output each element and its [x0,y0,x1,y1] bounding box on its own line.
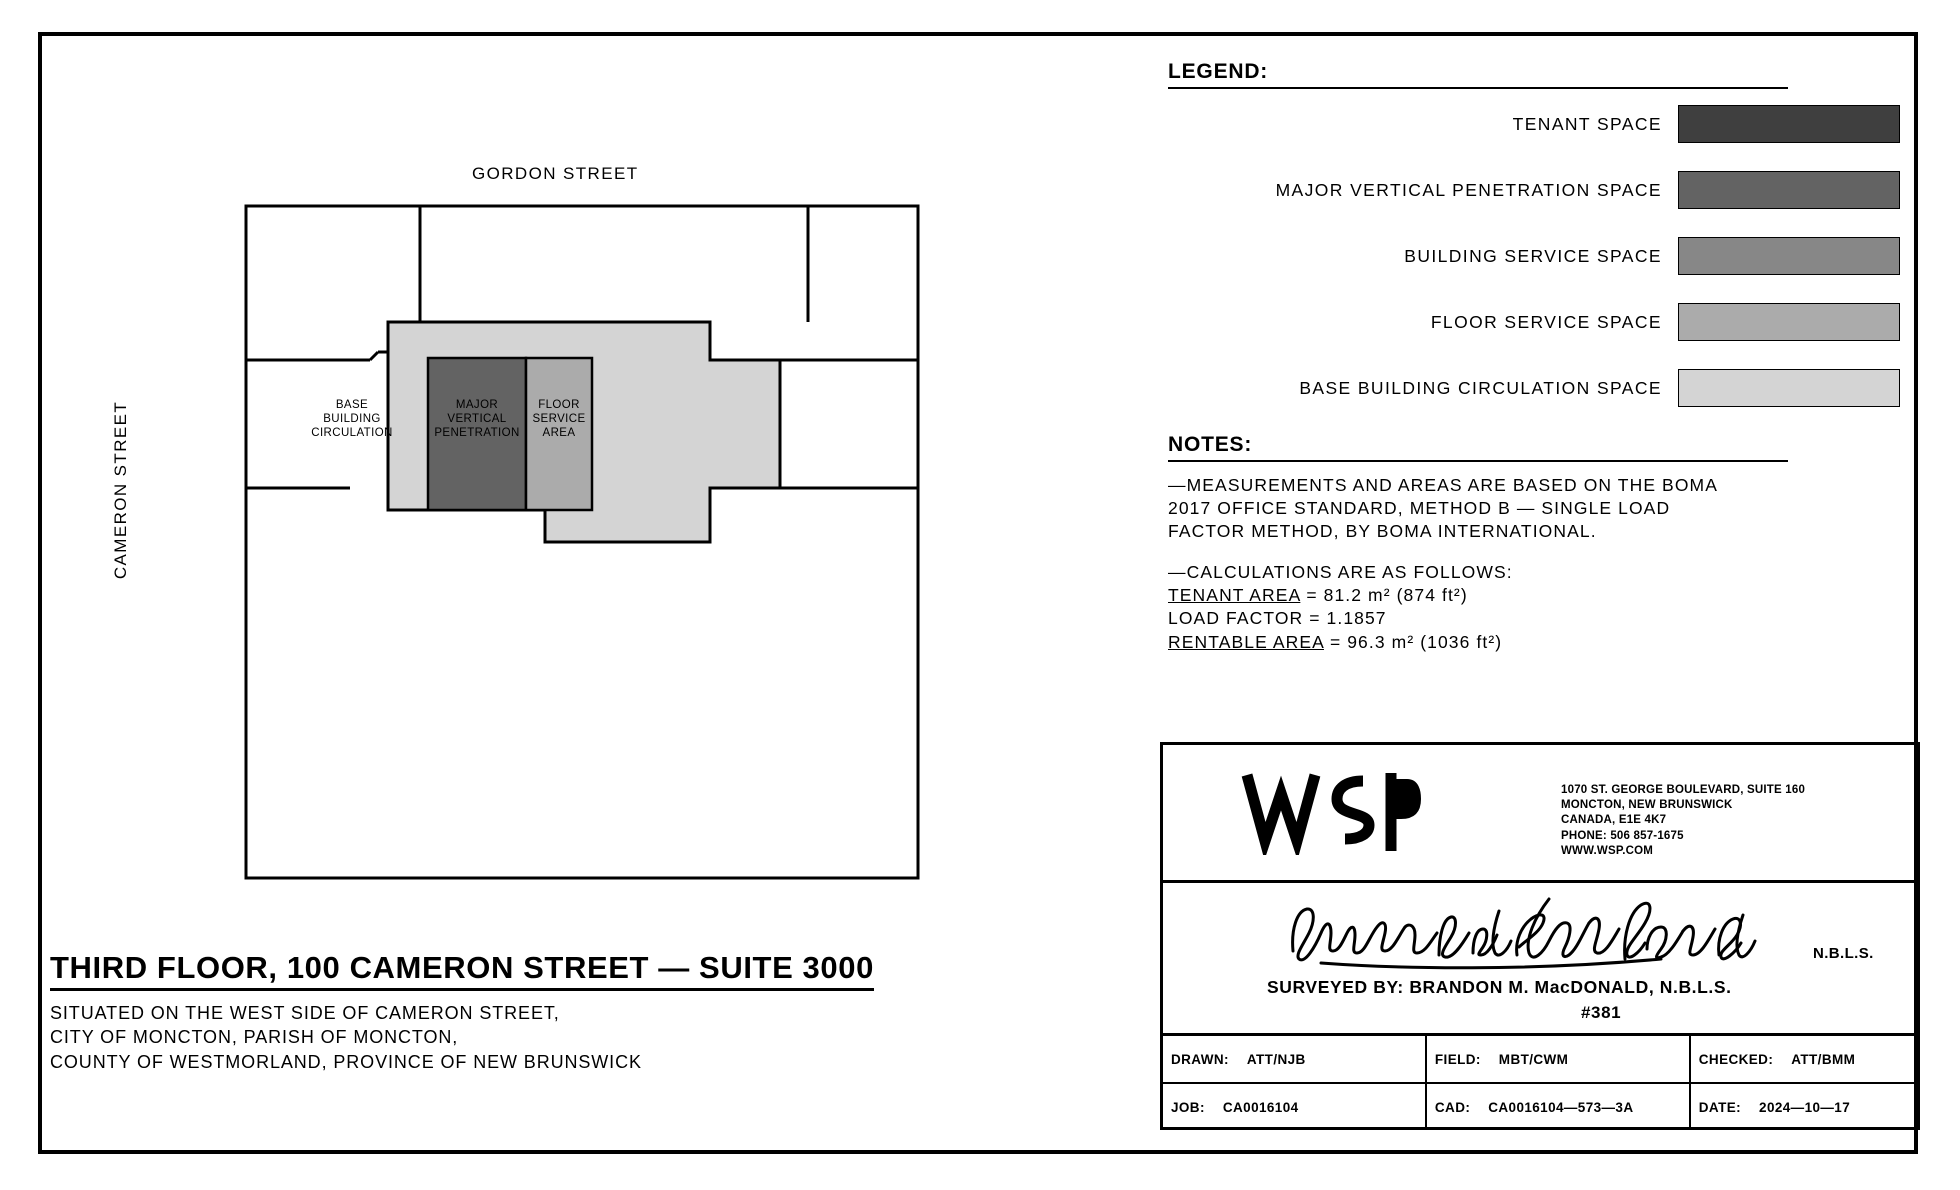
legend-swatch [1678,105,1900,143]
signature-designation: N.B.L.S. [1813,945,1874,962]
address-line-3: CANADA, E1E 4K7 [1561,814,1667,827]
legend-item-base-building-circulation-space [1160,367,1900,409]
meta-value: MBT/CWM [1498,1051,1569,1067]
legend-swatch [1678,369,1900,407]
legend-label: MAJOR VERTICAL PENETRATION SPACE [1275,179,1662,200]
page-title: THIRD FLOOR, 100 CAMERON STREET — SUITE 3000 [50,950,874,991]
meta-cell-date [1691,1084,1917,1130]
company-address [1561,783,1805,859]
label-major-vertical-penetration-2: VERTICAL [447,413,507,425]
street-label-cameron: CAMERON STREET [111,400,131,580]
meta-key: DATE: [1698,1099,1742,1115]
location-line-2: CITY OF MONCTON, PARISH OF MONCTON, [50,1027,459,1048]
legend-heading: LEGEND: [1168,60,1788,89]
legend-swatch [1678,303,1900,341]
table-row [1163,1036,1917,1084]
meta-key: JOB: [1171,1099,1205,1115]
label-major-vertical-penetration-3: PENETRATION [434,427,520,439]
signature-mark [1281,889,1821,979]
wsp-logo [1241,767,1421,860]
legend-item-floor-service-space [1160,301,1900,343]
address-line-2: MONCTON, NEW BRUNSWICK [1561,799,1733,812]
meta-cell-job [1163,1084,1427,1130]
address-line-1: 1070 ST. GEORGE BOULEVARD, SUITE 160 [1561,784,1806,796]
notes-line-2: 2017 OFFICE STANDARD, METHOD B — SINGLE LOAD [1168,498,1671,519]
legend-swatch [1678,171,1900,209]
legend-item-major-vertical-penetration-space [1160,169,1900,211]
drawing-meta-table [1163,1036,1917,1130]
notes-load-factor: LOAD FACTOR = 1.1857 [1168,608,1387,629]
meta-value: CA0016104—573—3A [1488,1099,1634,1115]
legend-and-notes-column [1160,60,1900,654]
label-base-building-circulation-2: BUILDING [323,413,381,425]
label-floor-service-area-1: FLOOR [538,399,580,411]
notes-tenant-area [1168,584,1900,607]
label-base-building-circulation-3: CIRCULATION [311,427,393,439]
table-row [1163,1084,1917,1130]
meta-cell-field [1427,1036,1691,1082]
drawing-title-block [50,950,1050,1074]
surveyor-signature-section [1163,883,1917,1036]
legend-label: BUILDING SERVICE SPACE [1404,245,1662,266]
meta-cell-drawn [1163,1036,1427,1082]
label-floor-service-area-2: SERVICE [532,413,586,425]
surveyed-by-line: SURVEYED BY: BRANDON M. MacDONALD, N.B.L.S. [1267,977,1732,997]
notes-body [1168,474,1900,654]
location-description [50,1001,1050,1074]
notes-spacer [1168,543,1900,561]
meta-key: CAD: [1434,1099,1471,1115]
notes-calculations-intro: —CALCULATIONS ARE AS FOLLOWS: [1168,562,1513,583]
tenant-area-value: = 81.2 m² (874 ft²) [1300,585,1468,606]
meta-value: 2024—10—17 [1759,1099,1851,1115]
meta-value: ATT/BMM [1791,1051,1856,1067]
street-label-gordon: GORDON STREET [472,164,639,183]
legend-item-tenant-space [1160,103,1900,145]
legend-label: FLOOR SERVICE SPACE [1430,311,1662,332]
location-line-3: COUNTY OF WESTMORLAND, PROVINCE OF NEW BRUNSWICK [50,1051,642,1072]
label-floor-service-area-3: AREA [542,427,576,439]
legend-swatch [1678,237,1900,275]
label-base-building-circulation-1: BASE [335,399,369,411]
meta-cell-checked [1691,1036,1917,1082]
address-line-5: WWW.WSP.COM [1561,844,1654,857]
floor-plan-drawing [240,200,940,900]
meta-key: DRAWN: [1171,1051,1229,1067]
meta-key: CHECKED: [1698,1051,1774,1067]
rentable-area-value: = 96.3 m² (1036 ft²) [1323,631,1503,652]
label-major-vertical-penetration-1: MAJOR [455,399,499,411]
location-line-1: SITUATED ON THE WEST SIDE OF CAMERON STREET, [50,1003,560,1023]
legend-label: TENANT SPACE [1512,113,1662,134]
company-header [1163,745,1917,883]
legend-list [1160,103,1900,409]
address-line-4: PHONE: 506 857-1675 [1561,829,1684,842]
legend-item-building-service-space [1160,235,1900,277]
legend-label: BASE BUILDING CIRCULATION SPACE [1299,377,1662,398]
meta-key: FIELD: [1434,1051,1481,1067]
notes-rentable-area [1168,631,1900,654]
company-title-block [1160,742,1920,1130]
notes-heading: NOTES: [1168,433,1788,462]
meta-cell-cad [1427,1084,1691,1130]
license-number: #381 [1581,1003,1622,1022]
meta-value: CA0016104 [1222,1099,1299,1115]
notes-line-1: —MEASUREMENTS AND AREAS ARE BASED ON THE BOMA [1168,475,1718,495]
notes-line-3: FACTOR METHOD, BY BOMA INTERNATIONAL. [1168,521,1597,542]
tenant-area-label: TENANT AREA [1168,585,1301,606]
rentable-area-label: RENTABLE AREA [1168,631,1324,652]
meta-value: ATT/NJB [1246,1051,1306,1067]
